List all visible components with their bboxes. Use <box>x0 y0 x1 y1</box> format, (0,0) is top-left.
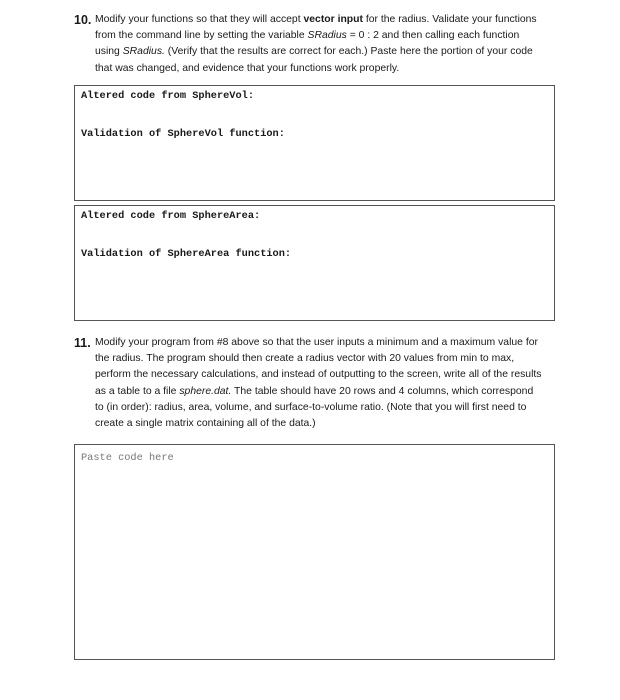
question-number: 10. <box>74 13 92 27</box>
altered-code-label: Altered code from SphereVol: <box>81 90 255 102</box>
validation-label: Validation of SphereArea function: <box>81 248 292 260</box>
validation-label: Validation of SphereVol function: <box>81 128 285 140</box>
altered-code-label: Altered code from SphereArea: <box>81 210 261 222</box>
spherearea-answer-box[interactable] <box>74 205 555 321</box>
paste-code-placeholder: Paste code here <box>81 452 174 464</box>
question-number: 11. <box>74 336 91 350</box>
question-11 <box>74 335 544 432</box>
question-10 <box>74 12 544 77</box>
question-text: Modify your functions so that they will accept vector input for the radius. Validate your functions from the command line by setting the variable SRadius = 0 : 2 and then calling each function using SRadius. (Verify that the results are correct for each.) Paste here the portion of your code that was changed, and evidence that your functions work properly. <box>95 14 537 74</box>
code-answer-box[interactable] <box>74 444 555 660</box>
spherevol-answer-box[interactable] <box>74 85 555 201</box>
question-text: Modify your program from #8 above so that the user inputs a minimum and a maximum value for the radius. The program should then create a radius vector with 20 values from min to max, perform the necessary calculations, and instead of outputting to the screen, write all of the results as a table to a file sphere.dat. The table should have 20 rows and 4 columns, which correspond to (in order): radius, area, volume, and surface-to-volume ratio. (Note that you will first need to create a single matrix containing all of the data.) <box>95 337 542 430</box>
